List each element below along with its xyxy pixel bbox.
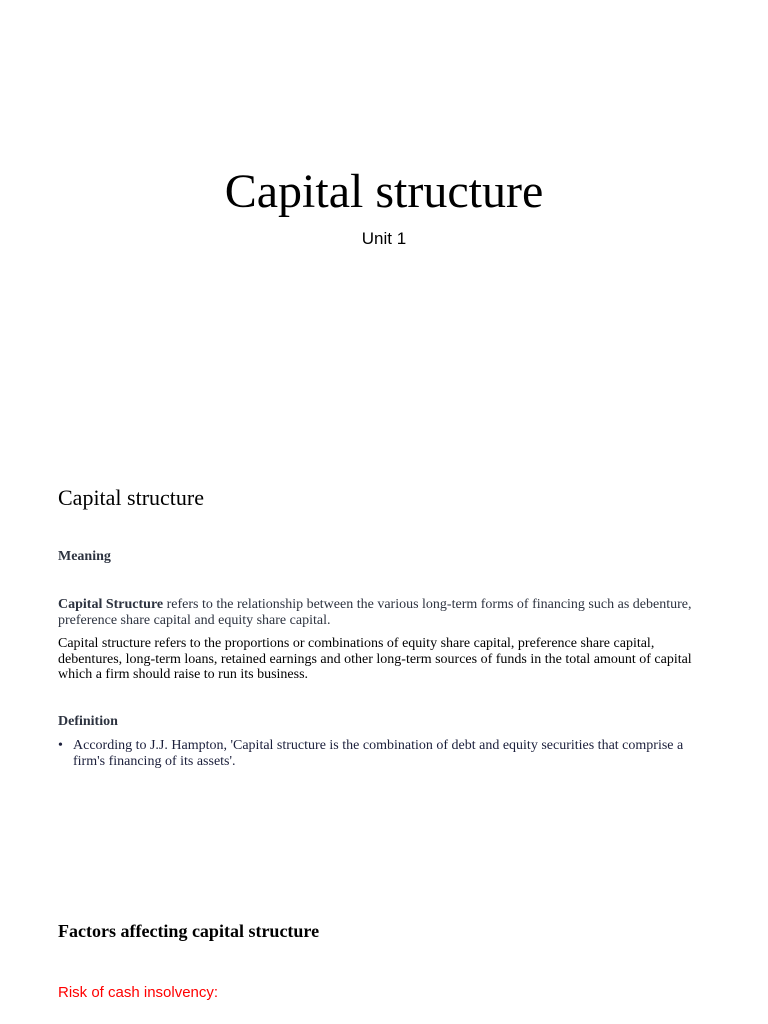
definition-list bbox=[58, 738, 718, 769]
main-title: Capital structure bbox=[224, 165, 544, 218]
meaning-paragraph-2: Capital structure refers to the proportions or combinations of equity share capital, preference share capital, debentures, long-term loans, retained earnings and other long-term sources of funds in the total amount of capital which a firm should raise to run its business. bbox=[58, 636, 692, 682]
list-item bbox=[58, 738, 718, 769]
meaning-paragraph-1-text: refers to the relationship between the various long-term forms of financing such as debenture, preference share capital and equity share capital. bbox=[58, 597, 692, 628]
meaning-bold-term: Capital Structure bbox=[58, 597, 164, 612]
meaning-heading: Meaning bbox=[58, 549, 111, 564]
factors-heading: Factors affecting capital structure bbox=[58, 921, 320, 941]
subtitle: Unit 1 bbox=[361, 229, 407, 248]
list-item-text: According to J.J. Hampton, 'Capital structure is the combination of debt and equity securities that comprise a firm's financing of its assets'. bbox=[73, 738, 684, 769]
risk-subheading: Risk of cash insolvency: bbox=[58, 984, 219, 1001]
bullet-icon: • bbox=[58, 738, 63, 753]
section-title: Capital structure bbox=[58, 485, 205, 510]
meaning-paragraph-1 bbox=[58, 597, 708, 628]
definition-heading: Definition bbox=[58, 714, 118, 729]
